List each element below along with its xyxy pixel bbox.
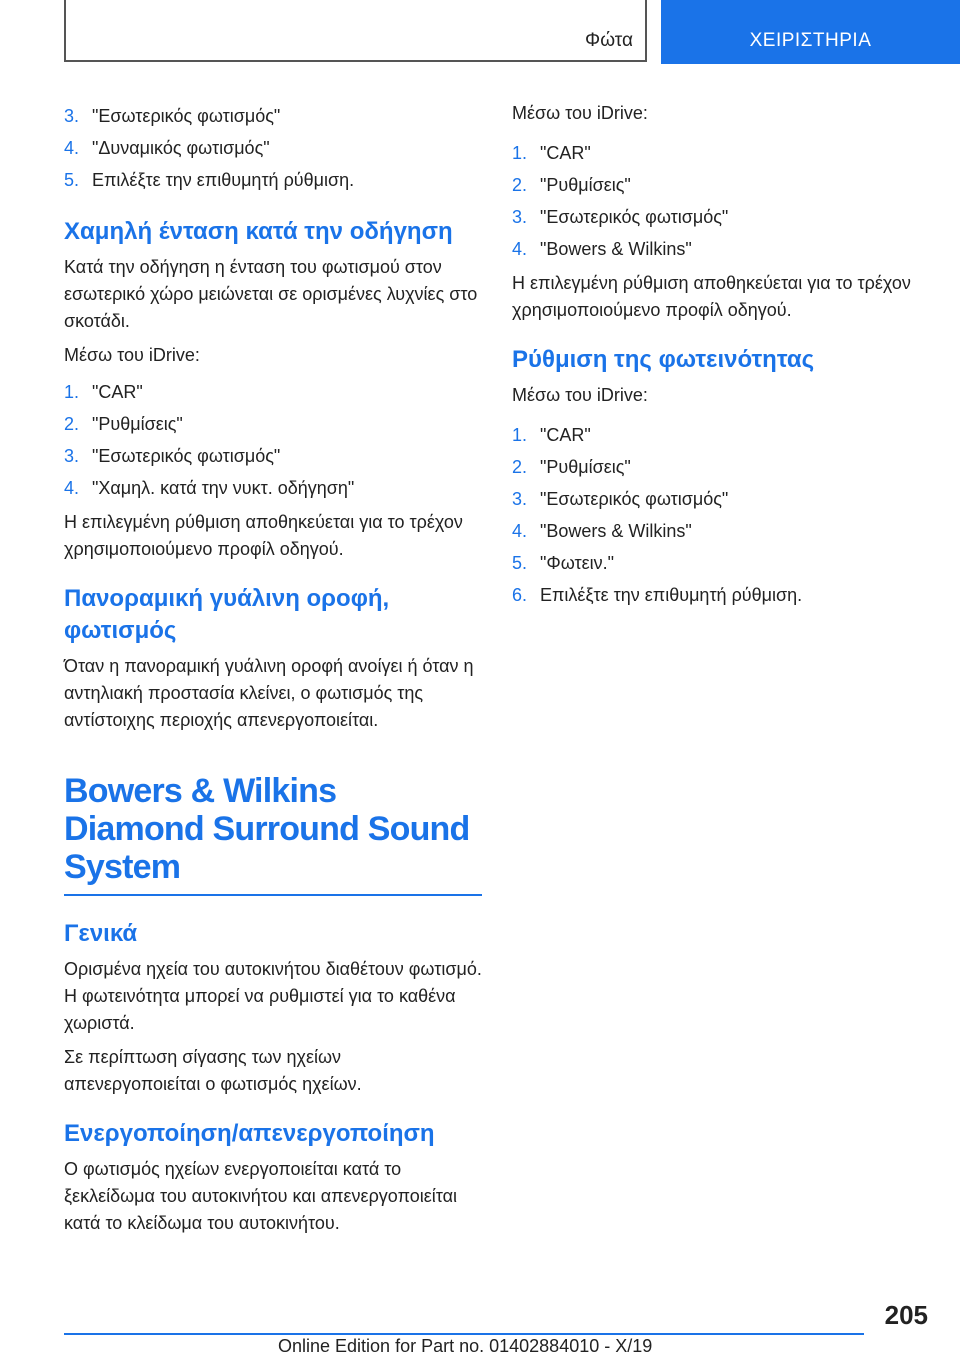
step-number: 1. [512,425,528,445]
step-item [512,233,928,265]
paragraph: Μέσω του iDrive: [512,103,648,123]
left-column [64,100,482,1244]
step-number: 4. [512,521,528,541]
step-text: "Εσωτερικός φωτισμός" [92,446,281,466]
step-number: 6. [512,585,528,605]
step-number: 3. [64,106,80,126]
step-item [512,419,928,451]
step-number: 4. [64,478,80,498]
step-text: Επιλέξτε την επιθυμητή ρύθμιση. [540,585,803,605]
paragraph: Κατά την οδήγηση η ένταση του φωτισμού στον εσωτερικό χώρο μειώνεται σε ορισμένες λυχνίες στο σκοτάδι. [64,257,478,331]
step-list [512,419,928,611]
step-text: "Εσωτερικός φωτισμός" [92,106,281,126]
paragraph: Όταν η πανοραμική γυάλινη οροφή ανοίγει ή όταν η αντηλιακή προστασία κλείνει, ο φωτισμός της αντίστοιχης περιοχής απενεργοποιείται. [64,656,474,730]
header-chapter-tab [661,0,960,64]
section-heading-general: Γενικά [64,920,138,947]
paragraph: Η επιλεγμένη ρύθμιση αποθηκεύεται για το τρέχον χρησιμοποιούμενο προφίλ οδηγού. [64,512,463,559]
header-section-tab [64,0,647,62]
step-text: "Ρυθμίσεις" [92,414,183,434]
paragraph: Μέσω του iDrive: [512,385,648,405]
step-number: 5. [64,170,80,190]
step-text: "Ρυθμίσεις" [540,457,631,477]
step-list [64,376,482,504]
section-heading-low-intensity: Χαμηλή ένταση κατά την οδήγηση [64,218,453,245]
step-item [512,451,928,483]
step-item [512,169,928,201]
step-item [64,132,482,164]
step-text: "Χαμηλ. κατά την νυκτ. οδήγηση" [92,478,355,498]
step-item [64,408,482,440]
step-text: Επιλέξτε την επιθυμητή ρύθμιση. [92,170,355,190]
paragraph: Ορισμένα ηχεία του αυτοκινήτου διαθέτουν φωτισμό. Η φωτεινότητα μπορεί να ρυθμιστεί για το καθένα χωριστά. [64,959,482,1033]
step-text: "Εσωτερικός φωτισμός" [540,207,729,227]
section-heading-activation: Ενεργοποίηση/απενεργοποίηση [64,1120,435,1147]
step-text: "CAR" [540,425,591,445]
step-item [512,579,928,611]
main-heading: Bowers & Wilkins Diamond Surround Sound System [64,772,482,896]
paragraph: Ο φωτισμός ηχείων ενεργοποιείται κατά το ξεκλείδωμα του αυτοκινήτου και απενεργοποιείται κατά το κλείδωμα του αυτοκινήτου. [64,1159,458,1233]
paragraph: Σε περίπτωση σίγασης των ηχείων απενεργοποιείται ο φωτισμός ηχείων. [64,1047,362,1094]
section-heading-brightness: Ρύθμιση της φωτεινότητας [512,346,815,373]
page-number: 205 [884,1300,928,1330]
step-item [64,376,482,408]
step-number: 1. [512,143,528,163]
right-column [512,100,928,616]
step-text: "CAR" [92,382,143,402]
header-chapter-label: ΧΕΙΡΙΣΤΗΡΙΑ [749,30,872,51]
section-heading-panoramic-roof: Πανοραμική γυάλινη οροφή, φωτισμός [64,585,390,644]
step-list [64,100,482,196]
step-number: 5. [512,553,528,573]
step-list [512,137,928,265]
edition-note: Online Edition for Part no. 01402884010 - X/19 [278,1336,653,1356]
header-section-label: Φώτα [585,30,633,51]
step-item [512,483,928,515]
step-item [512,201,928,233]
step-number: 2. [64,414,80,434]
step-number: 2. [512,457,528,477]
step-number: 3. [64,446,80,466]
step-number: 4. [512,239,528,259]
step-item [512,515,928,547]
step-item [64,440,482,472]
step-item [64,100,482,132]
step-number: 3. [512,489,528,509]
step-text: "Δυναμικός φωτισμός" [92,138,270,158]
step-text: "Ρυθμίσεις" [540,175,631,195]
step-item [64,472,482,504]
step-number: 4. [64,138,80,158]
step-item [512,547,928,579]
step-item [512,137,928,169]
step-text: "Εσωτερικός φωτισμός" [540,489,729,509]
footer-divider [64,1333,864,1335]
step-number: 2. [512,175,528,195]
step-number: 3. [512,207,528,227]
paragraph: Η επιλεγμένη ρύθμιση αποθηκεύεται για το τρέχον χρησιμοποιούμενο προφίλ οδηγού. [512,273,911,320]
step-number: 1. [64,382,80,402]
step-text: "Φωτειν." [540,553,615,573]
step-text: "Bowers & Wilkins" [540,239,692,259]
step-item [64,164,482,196]
step-text: "CAR" [540,143,591,163]
step-text: "Bowers & Wilkins" [540,521,692,541]
paragraph: Μέσω του iDrive: [64,345,200,365]
